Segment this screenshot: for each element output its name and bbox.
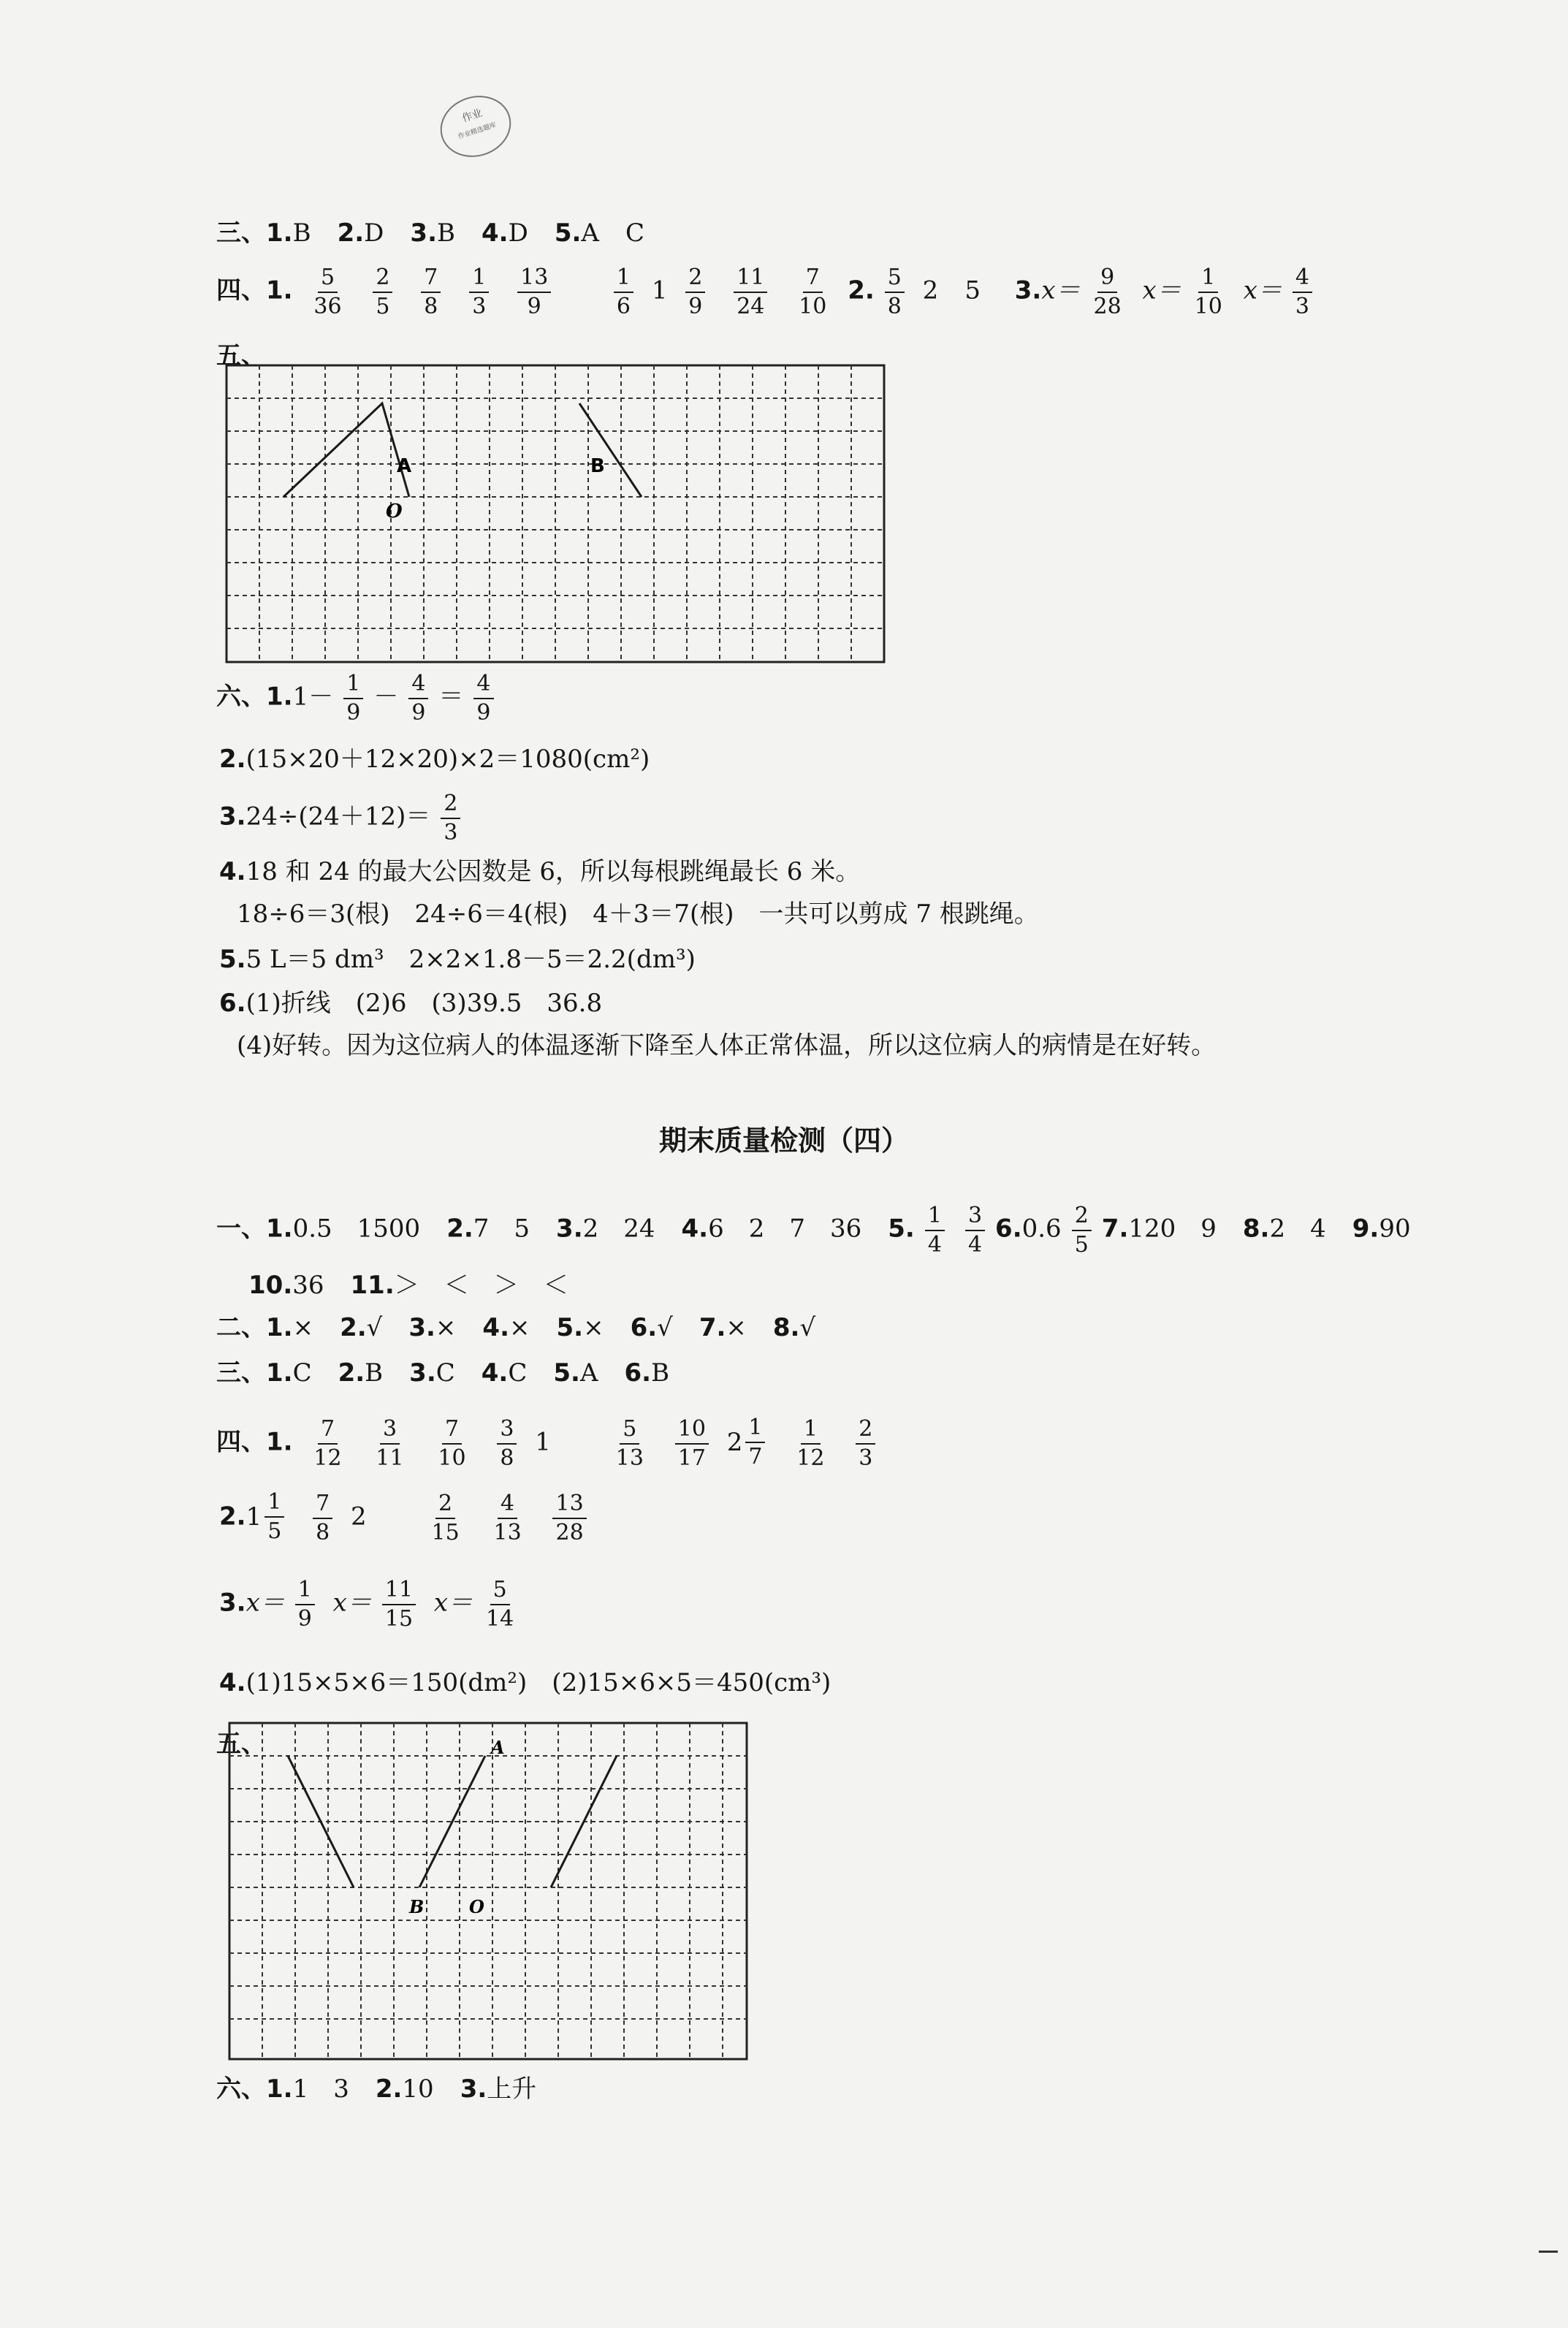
fraction: $\frac{5}{36}$: [313, 265, 342, 319]
section-label: 三、: [216, 1358, 266, 1388]
a-si-line: [216, 266, 1322, 318]
grid-figure-b: [228, 1722, 748, 2061]
section-label: 五、: [216, 1730, 266, 1759]
answer: 1: [651, 275, 668, 305]
fraction: $\frac{3}{4}$: [965, 1204, 985, 1256]
a-liu-2: 2.(15×20＋12×20)×2＝1080(cm²): [219, 745, 650, 774]
fraction: $\frac{2}{15}$: [431, 1491, 460, 1545]
section-label: 六、: [216, 682, 266, 712]
fraction: $\frac{3}{8}$: [497, 1418, 517, 1469]
section-label: 四、: [216, 1427, 266, 1457]
q-num: 5.: [554, 218, 582, 248]
fraction: $\frac{7}{8}$: [421, 266, 441, 318]
point-b-label: B: [409, 1896, 425, 1917]
fraction: $\frac{2}{5}$: [373, 266, 392, 318]
section-label: 五、: [216, 341, 266, 370]
fraction: $\frac{7}{10}$: [799, 265, 827, 319]
fraction: $\frac{3}{11}$: [376, 1416, 404, 1471]
a-liu-4: 4.18 和 24 的最大公因数是 6，所以每根跳绳最长 6 米。: [219, 857, 861, 886]
fraction: $\frac{1}{3}$: [469, 266, 489, 318]
section-label: 一、: [216, 1214, 266, 1244]
answer: 2: [922, 275, 939, 305]
answer: x＝: [1041, 275, 1081, 305]
b-si-line1: 四、1. $\frac{7}{12}$ $\frac{3}{11}$ $\frac{7}{10}$ $\frac{3}{8}$ 1 $\frac{5}{13}$ $\frac{10}{17}$ 2 $\frac{1}{7}$ $\frac{1}{12}$ $\frac{2}{3}$: [216, 1416, 886, 1469]
b-si-line4: 4.(1)15×5×6＝150(dm²) (2)15×6×5＝450(cm³): [219, 1668, 831, 1697]
fraction: $\frac{1}{4}$: [925, 1204, 945, 1256]
q-num: 1.: [266, 275, 293, 305]
answer: 5: [964, 275, 981, 305]
point-a-label: A: [397, 455, 412, 477]
fraction: $\frac{1}{12}$: [796, 1416, 825, 1471]
svg-text:作业精选题库: 作业精选题库: [457, 121, 498, 141]
fraction: $\frac{1}{9}$: [295, 1578, 315, 1630]
section-label: 三、: [216, 218, 266, 248]
a-liu-3: 3.24÷(24＋12)＝ $\frac{2}{3}$: [219, 792, 471, 844]
answer: A: [581, 218, 599, 248]
svg-text:作业: 作业: [460, 107, 484, 125]
fraction: $\frac{5}{8}$: [885, 266, 905, 318]
fraction: $\frac{11}{24}$: [734, 266, 767, 318]
answer: B: [292, 218, 311, 248]
q-num: 3.: [1014, 275, 1042, 305]
fraction: $\frac{4}{3}$: [1293, 266, 1312, 318]
fraction: $\frac{13}{28}$: [552, 1492, 586, 1544]
answer: ＝: [438, 682, 464, 712]
fraction: $\frac{13}{9}$: [517, 266, 551, 318]
answer: B: [437, 218, 455, 248]
section-label: 四、: [216, 275, 266, 305]
answer: C: [625, 218, 644, 248]
a-liu-5: 5.5 L＝5 dm³ 2×2×1.8－5＝2.2(dm³): [219, 945, 696, 974]
b-si-line3: 3.x＝ $\frac{1}{9}$ x＝ $\frac{11}{15}$ x＝ $\frac{5}{14}$: [219, 1578, 527, 1630]
answer: x＝: [1142, 275, 1181, 305]
fraction: $\frac{2}{3}$: [856, 1418, 875, 1469]
section-label: 二、: [216, 1313, 266, 1342]
a-san-line: [216, 218, 644, 248]
mixed-number: 1 $\frac{1}{5}$: [246, 1491, 295, 1543]
q-num: 1.: [266, 682, 293, 712]
fraction: $\frac{1}{6}$: [614, 266, 633, 318]
a-liu-6b: (4)好转。因为这位病人的体温逐渐下降至人体正常体温，所以这位病人的病情是在好转。: [237, 1031, 1217, 1060]
fraction: $\frac{2}{9}$: [685, 266, 705, 318]
section-label: 六、: [216, 2074, 266, 2104]
mixed-number: 2 $\frac{1}{7}$: [727, 1416, 776, 1468]
q-num: 4.: [482, 218, 509, 248]
fraction: $\frac{9}{28}$: [1093, 265, 1122, 319]
fraction: $\frac{2}{3}$: [441, 792, 460, 844]
b-liu-line: 六、1.1 3 2.10 3.上升: [216, 2074, 537, 2104]
fraction: $\frac{7}{10}$: [438, 1416, 466, 1471]
page-edge-mark: [1539, 2251, 1558, 2253]
grid-figure-a: [225, 364, 886, 663]
answer: 1－: [292, 682, 334, 712]
fraction: $\frac{4}{9}$: [408, 672, 428, 724]
answer: D: [364, 218, 384, 248]
section-title: 期末质量检测（四）: [658, 1125, 909, 1157]
answer: D: [508, 218, 528, 248]
b-si-line2: 2. 1 $\frac{1}{5}$ $\frac{7}{8}$ 2 $\frac{2}{15}$ $\frac{4}{13}$ $\frac{13}{28}$: [219, 1491, 597, 1544]
fraction: $\frac{5}{13}$: [615, 1416, 644, 1471]
fraction: $\frac{1}{9}$: [343, 672, 363, 724]
a-liu-1: [216, 672, 504, 724]
fraction: $\frac{10}{17}$: [675, 1418, 709, 1469]
q-num: 2.: [337, 218, 365, 248]
fraction: $\frac{7}{12}$: [313, 1416, 342, 1471]
a-liu-4b: 18÷6＝3(根) 24÷6＝4(根) 4＋3＝7(根) 一共可以剪成 7 根跳绳。: [237, 899, 1039, 929]
point-o-label: O: [469, 1896, 484, 1917]
point-a-label: A: [491, 1737, 505, 1758]
b-yi-line: 一、1.0.5 1500 2.7 5 3.2 24 4.6 2 7 36 5. $\frac{1}{4}$ $\frac{3}{4}$ 6.0.6 $\frac{2}{5}$ 7.120 9 8.2 4 9.90: [216, 1203, 1411, 1258]
watermark-stamp: [435, 86, 516, 167]
b-san-line: 三、1.C 2.B 3.C 4.C 5.A 6.B: [216, 1358, 670, 1388]
answer: －: [373, 682, 399, 712]
answer: x＝: [1243, 275, 1282, 305]
fraction: $\frac{5}{14}$: [486, 1577, 514, 1632]
fraction: $\frac{1}{10}$: [1194, 265, 1222, 319]
a-liu-6: 6.(1)折线 (2)6 (3)39.5 36.8: [219, 989, 603, 1018]
point-o-label: O: [386, 501, 403, 522]
fraction: $\frac{7}{8}$: [313, 1492, 332, 1544]
b-er-line: 二、1.× 2.√ 3.× 4.× 5.× 6.√ 7.× 8.√: [216, 1313, 816, 1342]
point-b-label: B: [590, 455, 605, 477]
fraction: $\frac{2}{5}$: [1072, 1204, 1092, 1256]
b-yi-line2: 10.36 11.＞ ＜ ＞ ＜: [248, 1271, 568, 1300]
q-num: 3.: [410, 218, 437, 248]
q-num: 1.: [266, 218, 293, 248]
fraction: $\frac{4}{13}$: [493, 1491, 522, 1545]
fraction: $\frac{4}{9}$: [473, 672, 493, 724]
q-num: 2.: [848, 275, 875, 305]
fraction: $\frac{11}{15}$: [382, 1578, 416, 1630]
